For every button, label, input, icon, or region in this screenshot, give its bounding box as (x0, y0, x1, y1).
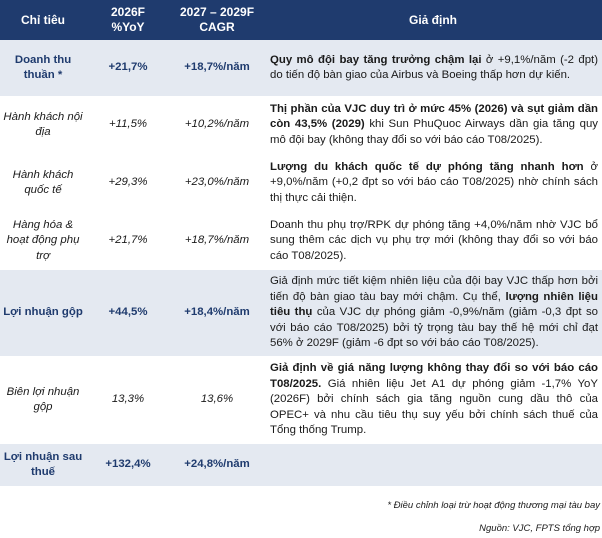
header-row (0, 0, 602, 40)
assumption-text: Lượng du khách quốc tế dự phóng tăng nhanh hơn ở +9,0%/năm (+0,2 đpt so với báo cáo T08/2025) nhờ chính sách thị thực cải thiện. (270, 160, 598, 204)
metric-label: Hành khách nội địa (3, 110, 83, 138)
header-yoy: 2026F %YoY (86, 0, 170, 40)
assumption-text (264, 444, 602, 486)
assumption-text: Giả định mức tiết kiệm nhiên liệu của đội bay VJC thấp hơn bởi tiến độ bàn giao tàu bay mới chậm. Cụ thể, lượng nhiên liệu tiêu thụ của VJC dự phóng giảm -0,9%/năm (giảm -0,3 đpt so với báo cáo T08/2025) bởi tỷ trọng tàu bay thế hệ mới chỉ đạt 56% ở 2029F (giảm -6 đpt so với báo cáo T08/2025). (264, 270, 602, 356)
yoy-value: +11,5% (108, 118, 148, 131)
row-gross-profit (0, 270, 602, 356)
cagr-value: +18,7%/năm (170, 40, 264, 96)
metric-label: Doanh thu thuần * (0, 40, 86, 96)
row-domestic-passengers (0, 96, 602, 154)
yoy-value: +29,3% (108, 176, 148, 189)
row-gross-margin (0, 356, 602, 444)
header-metric: Chỉ tiêu (0, 0, 86, 40)
yoy-value: +44,5% (86, 270, 170, 356)
metric-label: Hàng hóa & hoạt động phụ trợ (6, 218, 80, 262)
row-net-profit (0, 444, 602, 486)
cagr-value: +10,2%/năm (184, 118, 250, 131)
yoy-value: +21,7% (86, 40, 170, 96)
row-net-revenue (0, 40, 602, 96)
assumption-text: Giả định về giá năng lượng không thay đổi so với báo cáo T08/2025. Giá nhiên liệu Jet A1 dự phóng giảm -1,7% YoY (2026F) bởi chính sách gia tăng nguồn cung dầu thô của OPEC+ và nhu cầu tiêu thụ suy yếu bởi chính sách thuế của Tổng thống Trump. (270, 362, 598, 437)
header-cagr: 2027 – 2029F CAGR (170, 0, 264, 40)
cagr-value: 13,6% (200, 393, 234, 406)
cagr-value: +18,7%/năm (184, 234, 250, 247)
assumption-text: Doanh thu phụ trợ/RPK dự phóng tăng +4,0%/năm nhờ VJC bổ sung thêm các dịch vụ phụ trợ mới (không thay đổi so với báo cáo T08/2025). (270, 218, 598, 262)
yoy-value: +21,7% (108, 234, 148, 247)
yoy-value: 13,3% (111, 393, 145, 406)
yoy-value: +132,4% (86, 444, 170, 486)
row-international-passengers (0, 154, 602, 212)
source-note: Nguồn: VJC, FPTS tổng hợp (479, 523, 600, 534)
row-cargo-ancillary (0, 212, 602, 270)
cagr-value: +24,8%/năm (170, 444, 264, 486)
header-assumption: Giả định (264, 0, 602, 40)
metric-label: Hành khách quốc tế (12, 168, 74, 196)
assumption-text: Thị phần của VJC duy trì ở mức 45% (2026) và sụt giảm dần còn 43,5% (2029) khi Sun PhuQuoc Airways dần gia tăng quy mô đội bay (không thay đổi so với báo cáo T08/2025). (270, 102, 598, 146)
metric-label: Biên lợi nhuận gộp (6, 385, 80, 413)
assumption-text: Quy mô đội bay tăng trưởng chậm lại ở +9,1%/năm (-2 đpt) do tiến độ bàn giao của Airbus và Boeing thấp hơn dự kiến. (264, 40, 602, 96)
cagr-value: +23,0%/năm (184, 176, 250, 189)
metric-label: Lợi nhuận sau thuế (0, 444, 86, 486)
footnote: * Điều chỉnh loại trừ hoạt động thương mại tàu bay (387, 500, 600, 511)
cagr-value: +18,4%/năm (170, 270, 264, 356)
metric-label: Lợi nhuận gộp (0, 270, 86, 356)
